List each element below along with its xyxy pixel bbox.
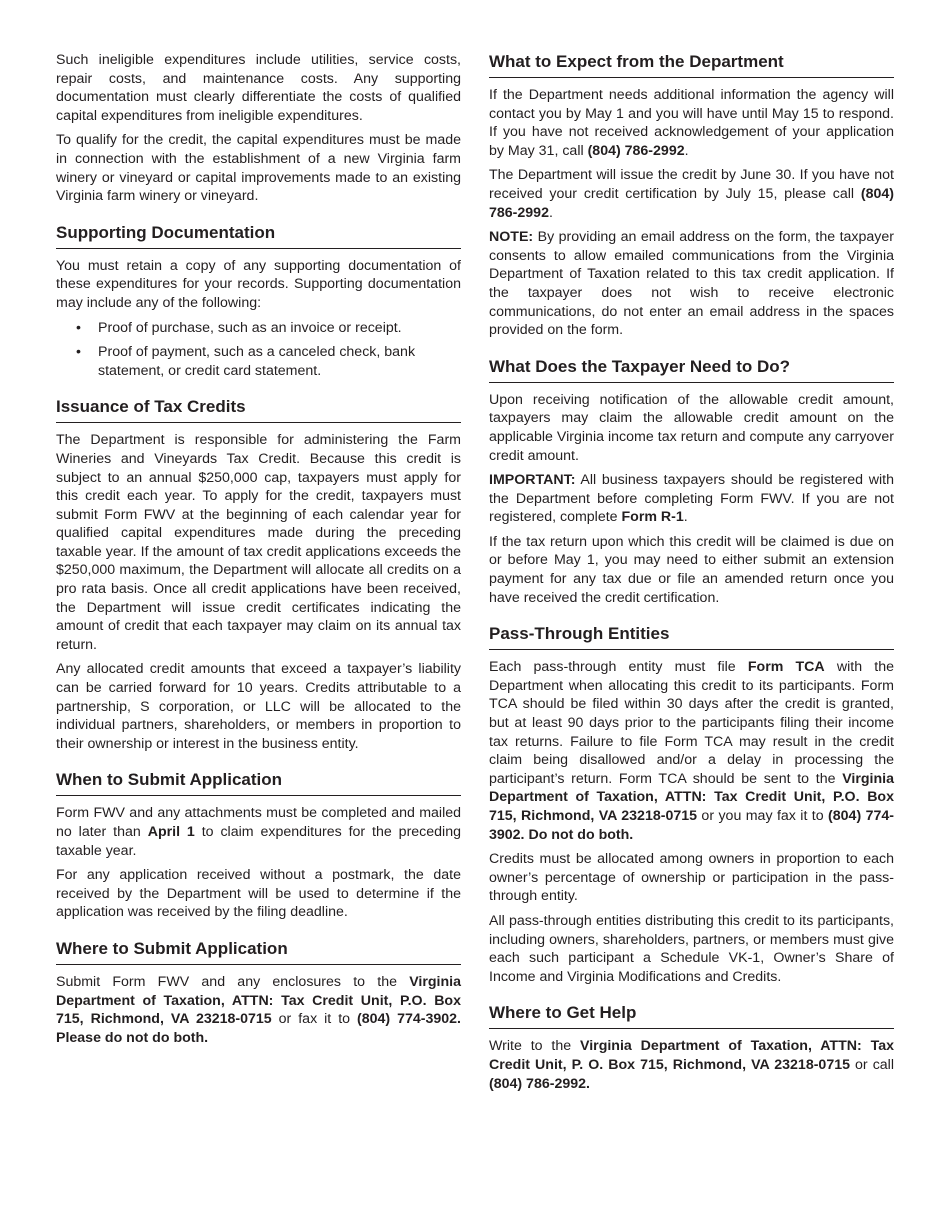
important-paragraph: IMPORTANT: All business taxpayers should be registered with the Department before completing Form FWV. If you are not registered, complete Form R-1. (489, 472, 894, 526)
supporting-documentation-list (56, 319, 461, 381)
fax-number: (804) 774-3902. Do not do both. (489, 808, 894, 843)
note-paragraph: NOTE: By providing an email address on the form, the taxpayer consents to allow emailed communications from the Virginia Department of Taxation related to this tax credit application. If the taxpayer does not wish to receive electronic communications, do not enter an email address in the spaces provided on the form. (489, 229, 894, 339)
pass-through-paragraph-2: Credits must be allocated among owners in proportion to each owner’s percentage of ownership or participation in the pass-through entity. (489, 851, 894, 905)
right-column (489, 51, 894, 1099)
note-label: NOTE: (489, 229, 534, 246)
important-label: IMPORTANT: (489, 472, 576, 489)
left-column (56, 51, 461, 1053)
qualify-paragraph: To qualify for the credit, the capital expenditures must be made in connection with the establishment of a new Virginia farm winery or vineyard or capital improvements made to an existing Virginia farm winery or vineyard. (56, 132, 461, 205)
mailing-address: Virginia Department of Taxation, ATTN: Tax Credit Unit, P.O. Box 715, Richmond, VA 23218-0715 (489, 770, 894, 824)
pass-through-paragraph-1: Each pass-through entity must file Form TCA with the Department when allocating this credit to its participants. Form TCA should be filed within 30 days after the credit is granted, but at least 90 days prior to the participants filing their income tax returns. Failure to file Form TCA may result in the credit claim being disallowed and/or a delay in processing the participant’s return. Form TCA should be sent to the Virginia Department of Taxation, ATTN: Tax Credit Unit, P.O. Box 715, Richmond, VA 23218-0715 or you may fax it to (804) 774-3902. Do not do both. (489, 659, 894, 843)
what-to-expect-paragraph-1: If the Department needs additional information the agency will contact you by May 1 and you will have until May 15 to respond. If you have not received acknowledgement of your application by May 31, call (804) 786-2992. (489, 87, 894, 159)
issuance-heading: Issuance of Tax Credits (56, 396, 461, 423)
when-to-submit-paragraph-1: Form FWV and any attachments must be completed and mailed no later than April 1 to claim expenditures for the preceding taxable year. (56, 805, 461, 859)
pass-through-paragraph-3: All pass-through entities distributing this credit to its participants, including owners, shareholders, partners, or members must give each such participant a Schedule VK-1, Owner’s Share of Income and Virginia Modifications and Credits. (489, 912, 894, 985)
issuance-paragraph-2: Any allocated credit amounts that exceed a taxpayer’s liability can be carried forward for 10 years. Credits attributable to a partnership, S corporation, or LLC will be allocated to the individual partners, shareholders, or members in proportion to their ownership or interest in the business entity. (56, 661, 461, 752)
deadline-date: April 1 (147, 824, 195, 840)
supporting-documentation-paragraph: You must retain a copy of any supporting documentation of these expenditures for your records. Supporting documentation may include any of the following: (56, 257, 461, 311)
when-to-submit-heading: When to Submit Application (56, 769, 461, 796)
taxpayer-heading: What Does the Taxpayer Need to Do? (489, 356, 894, 383)
list-item (56, 319, 461, 338)
ineligible-expenditures-paragraph: Such ineligible expenditures include utilities, service costs, repair costs, and maintenance costs. Any supporting documentation must clearly differentiate the costs of qualified capital expenditures from ineligible expenditures. (56, 52, 461, 124)
supporting-documentation-heading: Supporting Documentation (56, 222, 461, 249)
bullet-icon: • (76, 319, 81, 336)
when-to-submit-paragraph-2: For any application received without a postmark, the date received by the Department will be used to determine if the application was received by the filing deadline. (56, 867, 461, 921)
list-item (56, 343, 461, 380)
where-to-submit-heading: Where to Submit Application (56, 938, 461, 965)
where-to-submit-paragraph: Submit Form FWV and any enclosures to the Virginia Department of Taxation, ATTN: Tax Credit Unit, P.O. Box 715, Richmond, VA 23218-0715 or fax it to (804) 774-3902. Please do not do both. (56, 973, 461, 1046)
issuance-paragraph-1: The Department is responsible for administering the Farm Wineries and Vineyards Tax Credit. Because this credit is subject to an annual $250,000 cap, taxpayers must apply for this credit each year. To apply for the credit, taxpayers must submit Form FWV at the beginning of each calendar year for qualified capital expenditures made during the preceding taxable year. If the amount of tax credit applications exceeds the $250,000 maximum, the Department will allocate all credits on a pro rata basis. Once all credit applications have been received, the Department will issue credit certificates indicating the amount of credit that each taxpayer may claim on its annual tax return. (56, 432, 461, 653)
fax-number: (804) 774-3902. Please do not do both. (56, 1011, 461, 1046)
bullet-icon: • (76, 344, 81, 361)
form-r1-reference: Form R-1 (621, 509, 684, 526)
pass-through-heading: Pass-Through Entities (489, 623, 894, 650)
mailing-address: Virginia Department of Taxation, ATTN: Tax Credit Unit, P. O. Box 715, Richmond, VA 23218-0715 (489, 1038, 894, 1073)
where-to-get-help-heading: Where to Get Help (489, 1002, 894, 1029)
phone-number: (804) 786-2992 (587, 142, 685, 159)
list-item-text: Proof of purchase, such as an invoice or receipt. (98, 319, 402, 336)
phone-number: (804) 786-2992 (489, 185, 894, 221)
form-tca-reference: Form TCA (747, 659, 825, 676)
list-item-text: Proof of payment, such as a canceled check, bank statement, or credit card statement. (98, 344, 416, 379)
what-to-expect-heading: What to Expect from the Department (489, 51, 894, 78)
mailing-address: Virginia Department of Taxation, ATTN: Tax Credit Unit, P.O. Box 715, Richmond, VA 23218-0715 (56, 973, 461, 1028)
taxpayer-paragraph-3: If the tax return upon which this credit will be claimed is due on or before May 1, you may need to either submit an extension payment for any tax due or file an amended return once you have received the credit certification. (489, 533, 894, 606)
phone-number: (804) 786-2992. (489, 1075, 590, 1092)
taxpayer-paragraph-1: Upon receiving notification of the allowable credit amount, taxpayers may claim the allowable credit amount on the applicable Virginia income tax return and compute any carryover credit amount. (489, 391, 894, 464)
what-to-expect-paragraph-2: The Department will issue the credit by June 30. If you have not received your credit certification by July 15, please call (804) 786-2992. (489, 167, 894, 221)
where-to-get-help-paragraph: Write to the Virginia Department of Taxation, ATTN: Tax Credit Unit, P. O. Box 715, Richmond, VA 23218-0715 or call (804) 786-2992. (489, 1038, 894, 1092)
